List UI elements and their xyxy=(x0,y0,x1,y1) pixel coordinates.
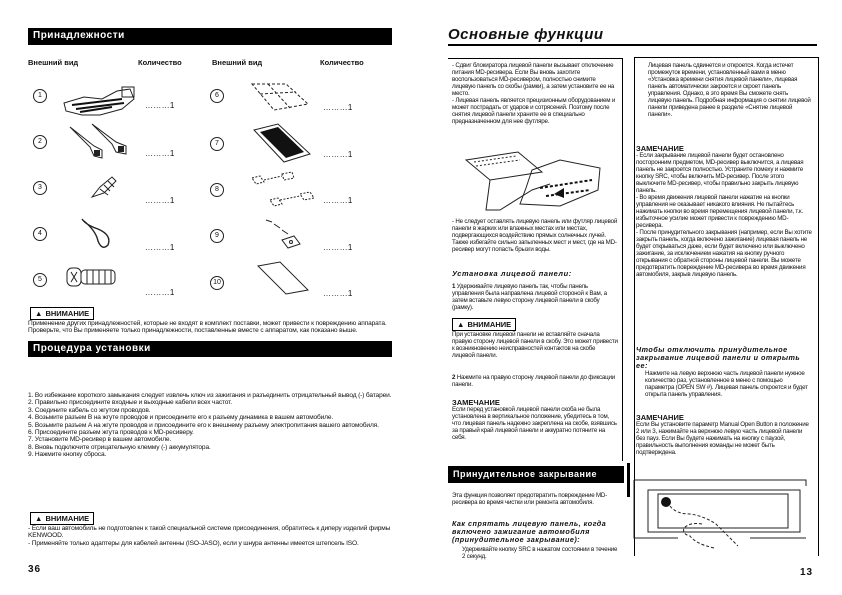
item-number: 10 xyxy=(210,276,224,290)
installation-warning-line: - Применяйте только адаптеры для кабелей антенны (ISO-JASO), если у шнура антенны имеется штепсель ISO. xyxy=(28,539,359,547)
warning-triangle-icon: ▲ xyxy=(35,309,43,318)
press-faceplate-illustration xyxy=(630,478,815,553)
item-number: 9 xyxy=(210,229,224,243)
item-number: 2 xyxy=(33,135,47,149)
installation-step: 5. Возьмите разъем A на жгуте проводов и присоедините его к внешнему разъему электропитания вашего автомобиля. xyxy=(28,421,379,429)
install-step-2 xyxy=(452,374,618,388)
accessories-title-bar xyxy=(28,28,392,45)
item-quantity: ………1 xyxy=(145,149,175,158)
installation-step: 2. Правильно присоедините входные и выходные кабели всех частот. xyxy=(28,399,232,407)
item-number: 3 xyxy=(33,181,47,195)
install-step-1 xyxy=(452,283,618,311)
note2-text: Если Вы установите параметр Manual Open Button в положение 2 или 3, нажимайте на верхнюю левую часть лицевой панели без пауз. Если Вы будете нажимать на кнопку с паузой, правильность выполнения команды не может быть подтверждена. xyxy=(636,421,809,456)
note-label: ЗАМЕЧАНИЕ xyxy=(452,398,500,407)
col2-note-line: - Если закрывание лицевой панели будет остановлено посторонним предметом, MD-ресивер выключится, а лицевая панель не закроется полностью. Устраните помеху и нажмите кнопку SRC, чтобы включить MD-ресивер. После этого выключите MD-ресивер, чтобы правильно закрыть лицевую панель. xyxy=(636,152,804,194)
item-quantity: ………1 xyxy=(145,243,175,252)
warning-label: ВНИМАНИЕ xyxy=(467,320,512,329)
accessories-warning-text: Применение других принадлежностей, которые не входят в комплект поставки, может привести к повреждению аппарата. Проверьте, что Вы применяете только принадлежности, поставленные вместе с аппаратом, как показано выше. xyxy=(28,320,387,335)
warning-badge xyxy=(452,318,516,331)
col2-note-line: - После принудительного закрывания (например, если Вы хотите закрыть панель, когда включено зажигание) лицевая панель не будет открываться даже, если будет включено или выключено зажигание, за исключением нажатия на кнопку ручного открывания с обратной стороны лицевой панели. Вы можете предотвратить повреждение MD-ресивера во время движения автомобиля, закрыв лицевую панель. xyxy=(636,229,812,278)
col2-notes xyxy=(636,152,812,278)
forced-close-text: Эта функция позволяет предотвратить повреждение MD-ресивера во время чистки или ремонта автомобиля. xyxy=(452,492,608,506)
installation-title: Процедура установки xyxy=(33,343,151,354)
forced-close-title-bar xyxy=(448,466,624,483)
col-quantity-2: Количество xyxy=(320,58,364,67)
warning-badge xyxy=(30,307,94,320)
warning-label: ВНИМАНИЕ xyxy=(45,309,90,318)
bracket-icon xyxy=(264,218,304,253)
installation-title-bar xyxy=(28,341,392,357)
installation-step: 6. Присоедините разъем жгута проводов к MD-ресиверу. xyxy=(28,429,194,437)
installation-step: 1. Во избежание короткого замыкания следует извлечь ключ из зажигания и разъединить отрицательный вывод (-) батареи. xyxy=(28,392,392,399)
item-quantity: ………1 xyxy=(323,196,353,205)
plate-icon xyxy=(250,82,310,114)
installation-warning xyxy=(28,525,394,547)
title-underline xyxy=(448,44,817,46)
disable-text: Нажмите на левую верхнюю часть лицевой панели нужное количество раз, установленное в меню с помощью параметра (OPEN SW #). Лицевая панель откроется и будет открыта панель управления. xyxy=(645,370,808,398)
col1-intro xyxy=(452,62,618,125)
item-quantity: ………1 xyxy=(145,101,175,110)
forced-close-title: Принудительное закрывание xyxy=(453,469,598,479)
faceplate-case-icon xyxy=(252,122,312,164)
bolt-icon xyxy=(65,266,120,288)
step-text: Нажмите на правую сторону лицевой панели до фиксации панели. xyxy=(452,374,616,388)
col-appearance-2: Внешний вид xyxy=(212,58,263,67)
col2-note-line: - Во время движения лицевой панели нажатие на кнопки управления не оказывает никакого влияния. Не пытайтесь нажимать кнопки во время перемещения лицевой панели, т.к. избыточное усилие может привести к повреждению MD-ресивера. xyxy=(636,194,803,229)
warning-badge xyxy=(30,512,94,525)
disable-heading: Чтобы отключить принудительное закрывание лицевой панели и открыть ее: xyxy=(636,345,801,370)
col2-intro: Лицевая панель сдвинется и откроется. Когда истечет промежуток времени, установленный вами в меню «Установка времени снятия лицевой панели», лицевая панель автоматически закроется и скроет панель управления. Однако, в это время Вы сможете снять лицевую панель. Подробная информация о снятии лицевой панели приведена ранее в разделе «Снятие лицевой панели». xyxy=(648,62,811,118)
col-appearance-1: Внешний вид xyxy=(28,58,79,67)
col-quantity-1: Количество xyxy=(138,58,182,67)
item-quantity: ………1 xyxy=(323,150,353,159)
item-number: 6 xyxy=(210,89,224,103)
install-warning-text: При установке лицевой панели не вставляйте сначала правую сторону лицевой панели в скобу. Это может привести к возникновению неисправностей контактов на скобе лицевой панели. xyxy=(452,331,618,359)
page-number-left: 36 xyxy=(28,564,42,575)
brackets-icon xyxy=(250,172,316,207)
install-heading: Установка лицевой панели: xyxy=(452,269,572,278)
note-text: Если перед установкой лицевой панели скоба не была установлена в вертикальное положение, убедитесь в том, что лицевая панель надежно закреплена на скобе, взявшись за правый край лицевой панели и аккуратно потяните на себя. xyxy=(452,406,617,441)
note-label: ЗАМЕЧАНИЕ xyxy=(636,144,684,153)
col1-intro-paragraph: - Лицевая панель является прецизионным оборудованием и может пострадать от ударов и сотрясений. Поэтому после снятия лицевой панели храните ее в специально предназначенном для нее футляре. xyxy=(452,97,616,125)
item-quantity: ………1 xyxy=(323,289,353,298)
warning-triangle-icon: ▲ xyxy=(35,514,43,523)
item-quantity: ………1 xyxy=(145,288,175,297)
item-quantity: ………1 xyxy=(323,103,353,112)
item-number: 1 xyxy=(33,89,47,103)
installation-warning-line: - Если ваш автомобиль не подготовлен к такой специальной системе присоединения, обратитесь к диперу изделий фирмы KENWOOD. xyxy=(28,525,391,540)
page-title: Основные функции xyxy=(448,26,604,43)
accessories-title: Принадлежности xyxy=(33,30,125,41)
warning-label: ВНИМАНИЕ xyxy=(45,514,90,523)
item-quantity: ………1 xyxy=(323,243,353,252)
warning-triangle-icon: ▲ xyxy=(457,320,465,329)
col1-intro-paragraph: - Сдвиг блокиратора лицевой панели вызывает отключение питания MD-ресивера. Если Вы вновь захотите воспользоваться MD-ресивером, полностью снимите лицевую панель со скобы (рамки), а затем установите ее на место. xyxy=(452,62,615,97)
installation-step: 7. Установите MD-ресивер в вашем автомобиле. xyxy=(28,436,172,444)
step-number: 1 xyxy=(452,283,456,290)
installation-steps xyxy=(28,392,394,459)
card-icon xyxy=(256,262,311,297)
col1-after-figure: - Не следует оставлять лицевую панель или футляр лицевой панели в жарких или влажных местах или местах, подвергающихся воздействию прямых солнечных лучей. Также избегайте сильно запыленных мест и мест, где на MD-ресивер могут попасть брызги воды. xyxy=(452,218,618,253)
note2-label: ЗАМЕЧАНИЕ xyxy=(636,413,684,422)
item-number: 8 xyxy=(210,183,224,197)
step-number: 2 xyxy=(452,374,456,381)
step-text: Удерживайте лицевую панель так, чтобы панель управления была направлена лицевой стороной к Вам, а затем вставьте левую сторону лицевой панели в скобу (рамку). xyxy=(452,283,607,311)
faceplate-case-illustration xyxy=(460,150,610,218)
hide-heading: Как спрятать лицевую панель, когда включено зажигание автомобиля (принудительное закрывание): xyxy=(452,519,607,544)
installation-step: 8. Вновь подключите отрицательную клемму (-) аккумулятора. xyxy=(28,443,211,451)
wiring-harness-icon xyxy=(62,85,137,120)
installation-step: 9. Нажмите кнопку сброса. xyxy=(28,451,107,459)
installation-step: 3. Соедините кабель со жгутом проводов. xyxy=(28,406,151,414)
cable-tie-icon xyxy=(78,215,118,250)
item-quantity: ………1 xyxy=(145,196,175,205)
item-number: 7 xyxy=(210,137,224,151)
installation-step: 4. Возьмите разъем B на жгуте проводов и присоедините его к разъему динамика в вашем автомобиле. xyxy=(28,414,334,422)
page-number-right: 13 xyxy=(800,567,814,578)
item-number: 5 xyxy=(33,273,47,287)
item-number: 4 xyxy=(33,227,47,241)
screw-tip-icon xyxy=(90,175,120,200)
hide-text: Удерживайте кнопку SRC в нажатом состоянии в течение 2 секунд. xyxy=(462,546,618,560)
connector-pins-icon xyxy=(68,122,133,162)
